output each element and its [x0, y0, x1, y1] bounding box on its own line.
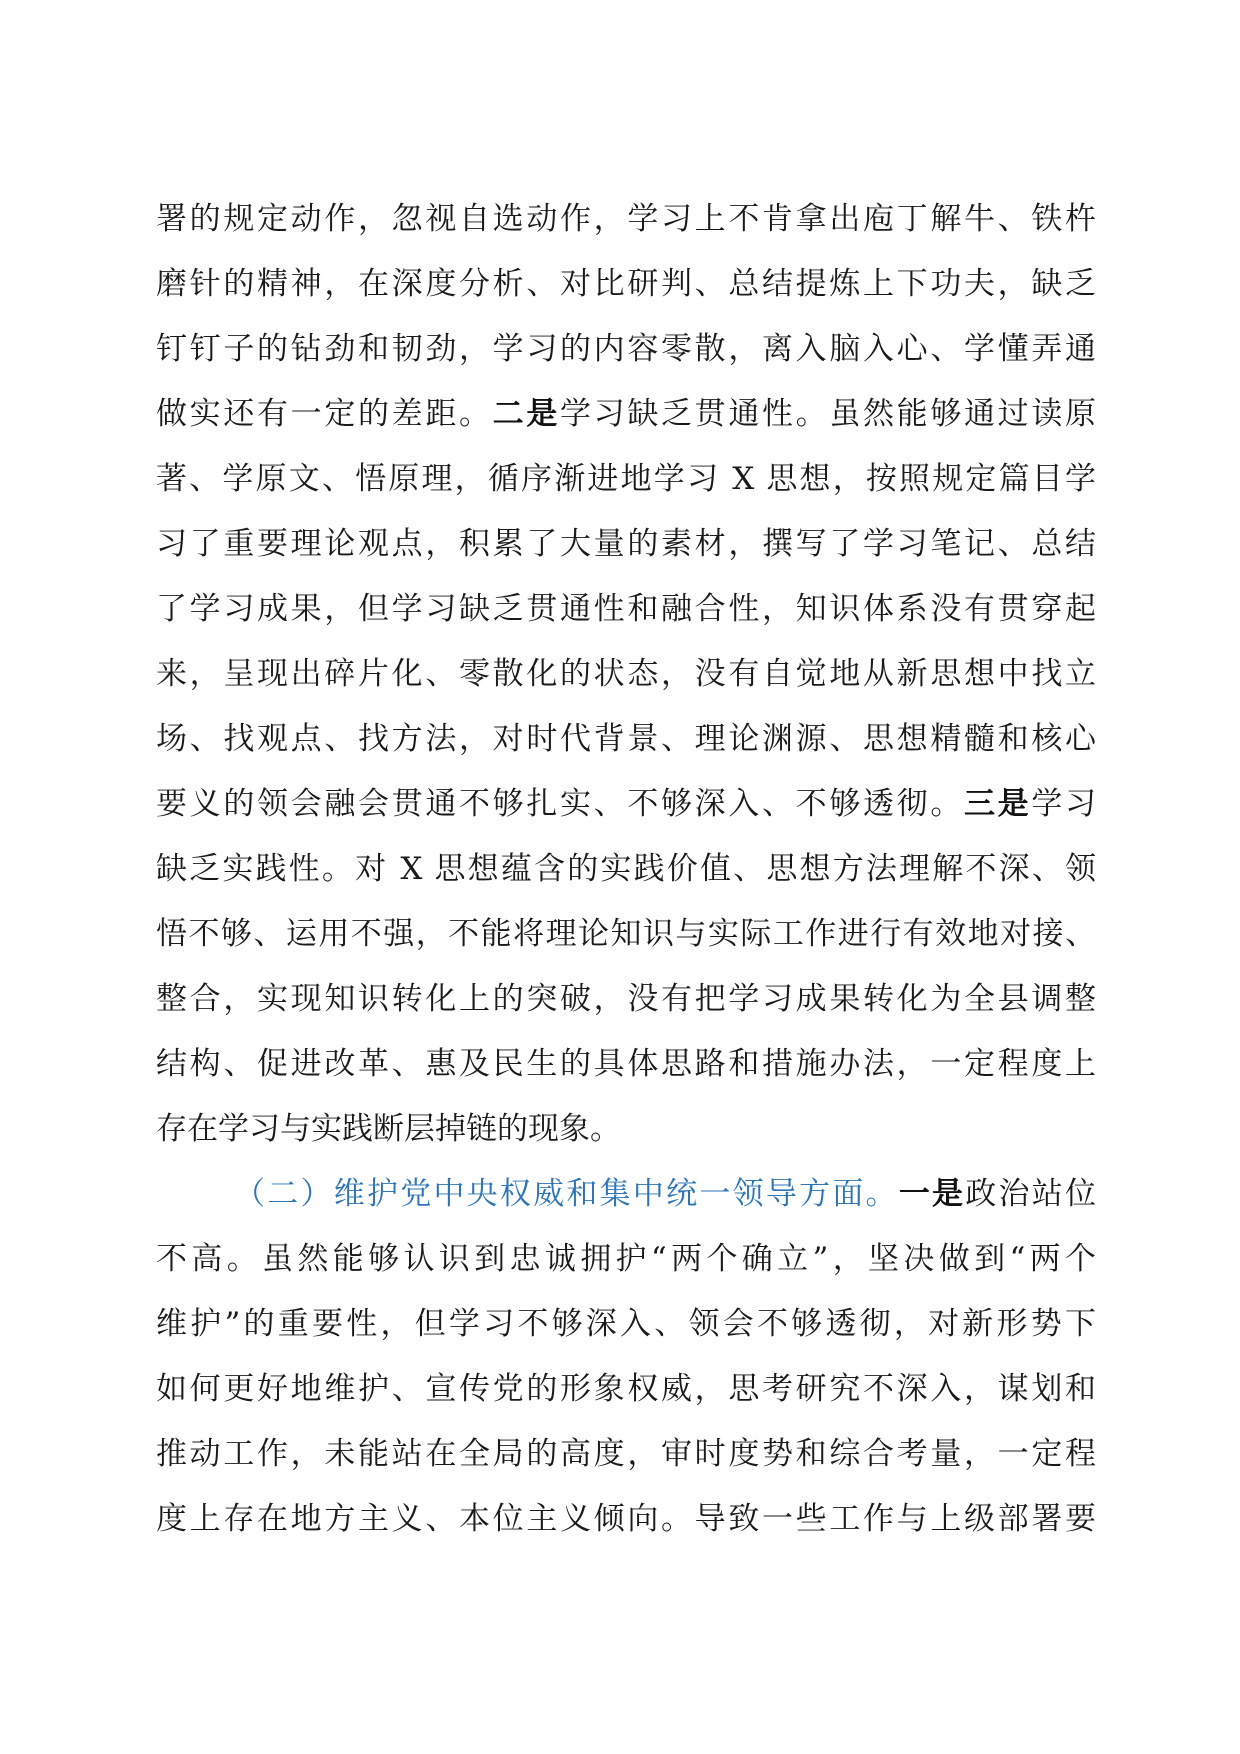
- point-marker-three: 三是: [964, 786, 1032, 822]
- para1-line-4-text-c: 学习缺乏贯通性。虽然能够通过读原: [560, 396, 1097, 432]
- para1-line-4: [156, 382, 1096, 447]
- section-heading: （二）维护党中央权威和集中统一领导方面。: [234, 1176, 899, 1212]
- para2-line-2: 不高。虽然能够认识到忠诚拥护“两个确立”，坚决做到“两个: [156, 1241, 1096, 1277]
- para1-line-1: 署的规定动作，忽视自选动作，学习上不肯拿出庖丁解牛、铁杵: [156, 201, 1096, 237]
- para1-line-9: 场、找观点、找方法，对时代背景、理论渊源、思想精髓和核心: [156, 721, 1096, 757]
- para1-line-13: 整合，实现知识转化上的突破，没有把学习成果转化为全县调整: [156, 981, 1096, 1017]
- para2-line-4: 如何更好地维护、宣传党的形象权威，思考研究不深入，谋划和: [156, 1371, 1096, 1407]
- para1-line-4-text-a: 做实还有一定的差距。: [156, 396, 493, 432]
- para2-line-5: 推动工作，未能站在全局的高度，审时度势和综合考量，一定程: [156, 1436, 1096, 1472]
- para1-line-6: 习了重要理论观点，积累了大量的素材，撰写了学习笔记、总结: [156, 526, 1096, 562]
- para1-line-7: 了学习成果，但学习缺乏贯通性和融合性，知识体系没有贯穿起: [156, 591, 1096, 627]
- para1-line-15: 存在学习与实践断层掉链的现象。: [156, 1111, 621, 1147]
- para1-line-2: 磨针的精神，在深度分析、对比研判、总结提炼上下功夫，缺乏: [156, 266, 1096, 302]
- para2-line-1-text-c: 政治站位: [965, 1176, 1097, 1212]
- para1-line-10-text-c: 学习: [1031, 786, 1097, 822]
- para1-line-3: 钉钉子的钻劲和韧劲，学习的内容零散，离入脑入心、学懂弄通: [156, 331, 1096, 367]
- point-marker-two: 二是: [492, 396, 561, 432]
- para2-line-6: 度上存在地方主义、本位主义倾向。导致一些工作与上级部署要: [156, 1501, 1096, 1537]
- para1-line-14: 结构、促进改革、惠及民生的具体思路和措施办法，一定程度上: [156, 1046, 1096, 1082]
- document-body: [156, 187, 1096, 1552]
- para2-line-1: [156, 1162, 1096, 1227]
- para1-line-11: 缺乏实践性。对 X 思想蕴含的实践价值、思想方法理解不深、领: [156, 851, 1096, 887]
- para1-line-10: [156, 772, 1096, 837]
- para1-line-5: 著、学原文、悟原理，循序渐进地学习 X 思想，按照规定篇目学: [156, 461, 1096, 497]
- point-marker-one: 一是: [898, 1176, 966, 1212]
- para1-line-8: 来，呈现出碎片化、零散化的状态，没有自觉地从新思想中找立: [156, 656, 1096, 692]
- para1-line-12: 悟不够、运用不强，不能将理论知识与实际工作进行有效地对接、: [156, 916, 1096, 952]
- para2-line-3: 维护”的重要性，但学习不够深入、领会不够透彻，对新形势下: [156, 1306, 1096, 1342]
- para1-line-10-text-a: 要义的领会融会贯通不够扎实、不够深入、不够透彻。: [156, 786, 964, 822]
